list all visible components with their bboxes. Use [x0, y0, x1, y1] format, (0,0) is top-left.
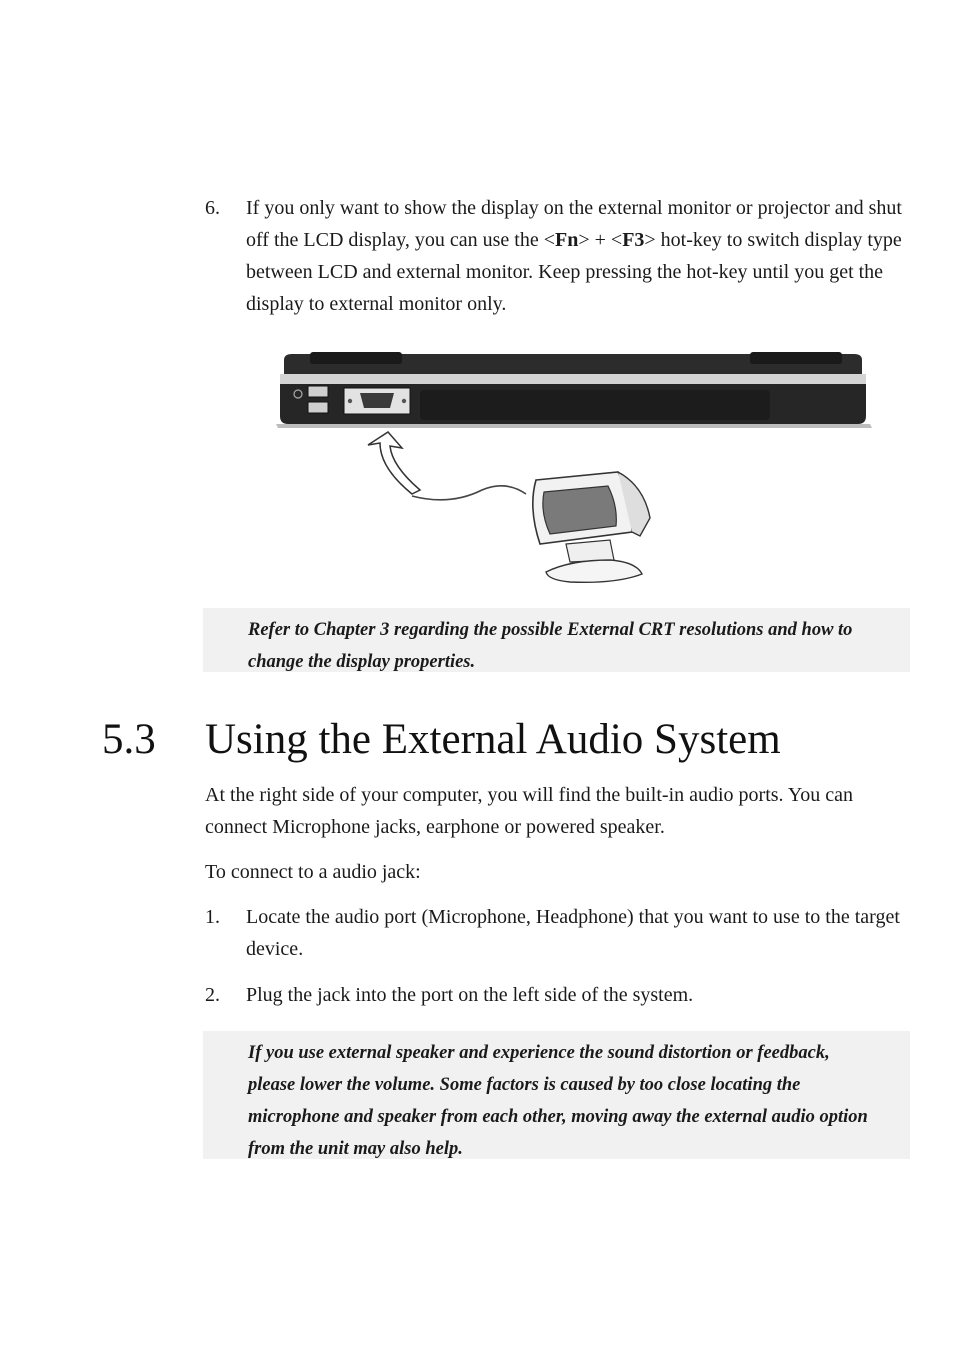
note-crt-text: Refer to Chapter 3 regarding the possible External CRT resolutions and how to change the display properties. — [248, 620, 853, 672]
monitor-icon — [533, 472, 650, 582]
laptop-stripe — [280, 374, 866, 384]
note-crt — [203, 608, 910, 672]
section-title: Using the External Audio System — [205, 716, 781, 763]
step-number: 2. — [205, 984, 220, 1006]
section-number: 5.3 — [102, 716, 156, 763]
monitor-cable — [412, 486, 526, 500]
vga-port-icon — [360, 393, 394, 408]
step-text: Locate the audio port (Microphone, Headphone) that you want to use to the target device. — [246, 906, 900, 960]
monitor-stand — [546, 560, 642, 582]
step-2 — [205, 979, 910, 1011]
hinge-right — [750, 352, 842, 364]
step-6 — [205, 192, 910, 320]
section-heading — [102, 712, 781, 768]
connect-label: To connect to a audio jack: — [205, 861, 421, 883]
step-1 — [205, 901, 910, 965]
usb-port-top — [308, 386, 328, 397]
usb-port-bottom — [308, 402, 328, 413]
step-text: If you only want to show the display on the external monitor or projector and shut off the LCD display, you can use the <Fn> + <F3> hot-key to switch display type between LCD and external monitor. Keep pressing the hot-key until you get the display to external monitor only. — [246, 197, 902, 315]
fn-key: Fn — [555, 229, 579, 251]
battery-bay — [420, 390, 770, 420]
hinge-left — [310, 352, 402, 364]
step-number: 6. — [205, 197, 220, 219]
step-text: Plug the jack into the port on the left side of the system. — [246, 984, 694, 1006]
arrow-icon — [368, 432, 420, 494]
note-audio-text: If you use external speaker and experience the sound distortion or feedback, please lower the volume. Some factors is caused by too close locating the microphone and speaker from each other, moving away the external audio option from the unit may also help. — [248, 1043, 868, 1159]
monitor-screen — [543, 486, 616, 534]
f3-key: F3 — [622, 229, 645, 251]
step-number: 1. — [205, 906, 220, 928]
intro-paragraph: At the right side of your computer, you will find the built-in audio ports. You can connect Microphone jacks, earphone or powered speaker. — [205, 784, 854, 838]
note-audio — [203, 1031, 910, 1159]
laptop-monitor-illustration — [270, 348, 880, 590]
